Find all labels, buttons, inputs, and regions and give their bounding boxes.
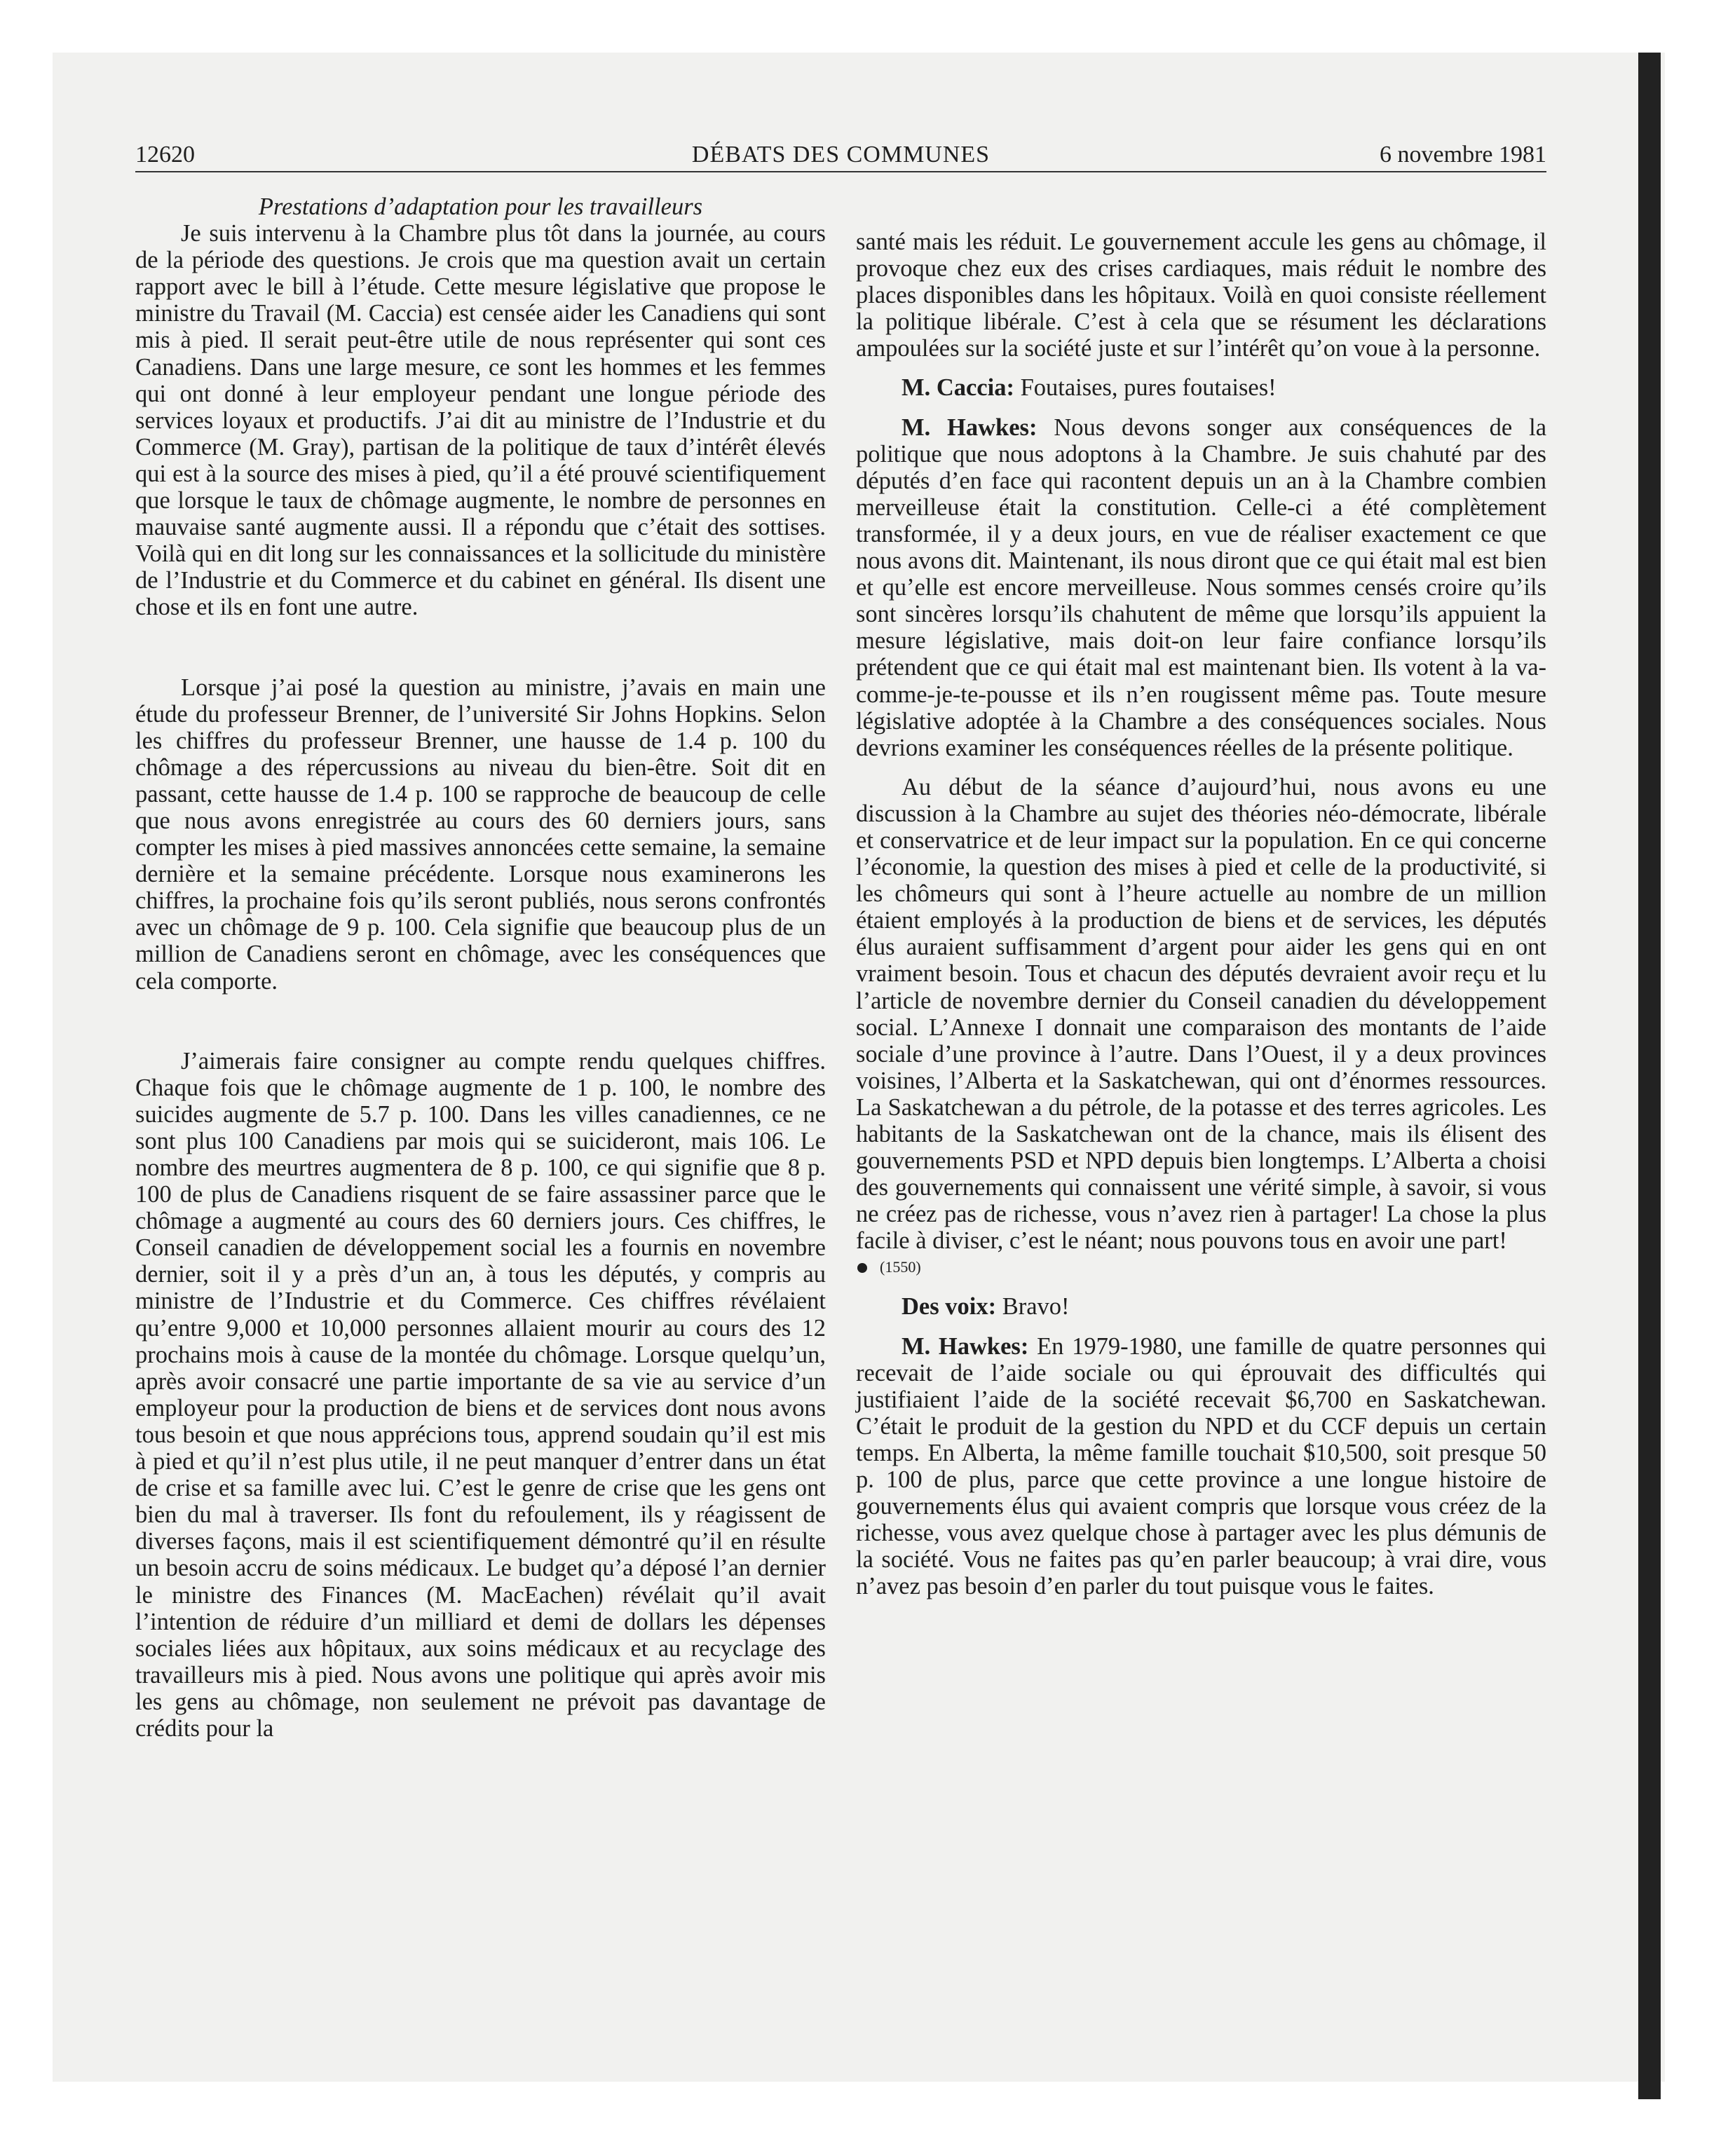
page-date: 6 novembre 1981 <box>1380 142 1546 168</box>
section-title: Prestations d’adaptation pour les travailleurs <box>258 193 703 220</box>
speech-caccia <box>856 374 1546 401</box>
paragraph: J’aimerais faire consigner au compte rendu quelques chiffres. Chaque fois que le chômage augmente de 1 p. 100, le nombre des suicides augmente de 5.7 p. 100. Dans les villes canadiennes, ce ne sont plus 100 Canadiens par mois qui se suicideront, mais 106. Le nombre des meurtres augmentera de 8 p. 100, ce qui signifie que 8 p. 100 de plus de Canadiens risquent de se faire assassiner parce que le chômage a augmenté au cours des 60 derniers jours. Ces chiffres, le Conseil canadien de développement social les a fournis en novembre dernier, soit il y a près d’un an, à tous les députés, y compris au ministre de l’Industrie et du Commerce. Ces chiffres révélaient qu’entre 9,000 et 10,000 personnes allaient mourir au cours des 12 prochains mois à cause de la montée du chômage. Lorsque quelqu’un, après avoir consacré une partie importante de sa vie au service d’un employeur pour la production de biens et de services dont nous avons tous besoin et que nous apprécions tous, apprend soudain qu’il est mis à pied et qu’il n’est plus utile, il ne peut manquer d’entrer dans un état de crise et sa famille avec lui. C’est le genre de crise que les gens ont bien du mal à traverser. Ils font du refoulement, ils y réagissent de diverses façons, mais il est scientifiquement démontré qu’il en résulte un besoin accru de soins médicaux. Le budget qu’a déposé l’an dernier le ministre des Finances (M. MacEachen) révélait qu’il avait l’intention de réduire d’un milliard et demi de dollars les dépenses sociales liées aux hôpitaux, aux soins médicaux et au recyclage des travailleurs mis à pied. Nous avons une politique qui après avoir mis les gens au chômage, non seulement ne prévoit pas davantage de crédits pour la <box>135 1047 826 1742</box>
right-column <box>856 228 1546 1600</box>
paragraph: Au début de la séance d’aujourd’hui, nous avons eu une discussion à la Chambre au sujet des théories néo-démocrate, libérale et conservatrice et de leur impact sur la population. En ce qui concerne l’économie, la question des mises à pied et celle de la productivité, si les chômeurs qui sont à l’heure actuelle au nombre de un million étaient employés à la production de biens et de services, les députés élus auraient suffisamment d’argent pour aider les gens qui en ont vraiment besoin. Tous et chacun des députés devraient avoir reçu et lu l’article de novembre dernier du Conseil canadien du développement social. L’Annexe I donnait une comparaison des montants de l’aide sociale d’une province à l’autre. Dans l’Ouest, il y a deux provinces voisines, l’Alberta et la Saskatchewan, qui ont d’énormes ressources. La Saskatchewan a du pétrole, de la potasse et des terres agricoles. Les habitants de la Saskatchewan ont de la chance, mais ils élisent des gouvernements PSD et NPD depuis bien longtemps. L’Alberta a choisi des gouvernements qui connaissent une vérité simple, à savoir, si vous ne créez pas de richesse, vous n’avez rien à partager! La chose la plus facile à diviser, c’est le néant; nous pouvons tous en avoir une part! <box>856 773 1546 1255</box>
speech-text: Bravo! <box>1002 1293 1070 1321</box>
paragraph: Lorsque j’ai posé la question au ministre, j’avais en main une étude du professeur Brenner, de l’université Sir Johns Hopkins. Selon les chiffres du professeur Brenner, une hausse de 1.4 p. 100 du chômage a des répercussions au niveau du bien-être. Soit dit en passant, cette hausse de 1.4 p. 100 se rapproche de beaucoup de celle que nous avons enregistrée au cours des 60 derniers jours, sans compter les mises à pied massives annoncées cette semaine, la semaine dernière et la semaine précédente. Lorsque nous examinerons les chiffres, la prochaine fois qu’ils seront publiés, nous serons confrontés avec un chômage de 9 p. 100. Cela signifie que beaucoup plus de un million de Canadiens seront en chômage, avec les conséquences que cela comporte. <box>135 674 826 995</box>
left-column <box>135 193 826 1742</box>
page-number: 12620 <box>135 142 195 168</box>
page-edge-shadow <box>1638 53 1661 2099</box>
speaker-name: M. Hawkes: <box>901 414 1037 441</box>
publication-title: DÉBATS DES COMMUNES <box>691 142 991 168</box>
speech-hawkes <box>856 1333 1546 1600</box>
timestamp <box>856 1254 1546 1281</box>
page-header <box>135 137 1546 172</box>
speaker-name: M. Caccia: <box>901 374 1014 402</box>
speaker-name: Des voix: <box>901 1293 997 1321</box>
timestamp-text: (1550) <box>880 1258 921 1276</box>
speech-text: Nous devons songer aux conséquences de la politique que nous adoptons à la Chambre. Je suis chahuté par des députés d’en face qui racontent depuis un an à la Chambre combien merveilleuse était la constitution. Celle-ci a été complètement transformée, il y a deux jours, en vue de réaliser exactement ce que nous avons dit. Maintenant, ils nous diront que ce qui était mal est bien et qu’elle est encore merveilleuse. Nous sommes censés croire qu’ils sont sincères lorsqu’ils chahutent de même que lorsqu’ils appuient la mesure législative, mais doit-on leur faire confiance lorsqu’ils prétendent que ce qui était mal est maintenant bien. Ils votent à la va-comme-je-te-pousse et ils n’en rougissent même pas. Toute mesure législative adoptée à la Chambre a des conséquences sociales. Nous devrions examiner les conséquences réelles de la présente politique. <box>856 414 1547 761</box>
speech-hawkes <box>856 414 1546 761</box>
paragraph-continuation: santé mais les réduit. Le gouvernement accule les gens au chômage, il provoque chez eux des crises cardiaques, mais réduit le nombre des places disponibles dans les hôpitaux. Voilà en quoi consiste réellement la politique libérale. C’est à cela que se résument les déclarations ampoulées sur la société juste et sur l’intérêt qu’on voue à la personne. <box>856 228 1546 362</box>
paragraph: Je suis intervenu à la Chambre plus tôt dans la journée, au cours de la période des questions. Je crois que ma question avait un certain rapport avec le bill à l’étude. Cette mesure législative que propose le ministre du Travail (M. Caccia) est censée aider les Canadiens qui sont mis à pied. Il serait peut-être utile de nous représenter qui sont ces Canadiens. Dans une large mesure, ce sont les hommes et les femmes qui ont donné à leur employeur pendant une longue période des services loyaux et productifs. J’ai dit au ministre de l’Industrie et du Commerce (M. Gray), partisan de la politique de taux d’intérêt élevés qui est à la source des mises à pied, qu’il a été prouvé scientifiquement que lorsque le taux de chômage augmente, le nombre de personnes en mauvaise santé augmente aussi. Il a répondu que c’était des sottises. Voilà qui en dit long sur les connaissances et la sollicitude du ministère de l’Industrie et du Commerce et du cabinet en général. Ils disent une chose et ils en font une autre. <box>135 220 826 621</box>
speech-text: Foutaises, pures foutaises! <box>1020 374 1277 402</box>
speech-text: En 1979-1980, une famille de quatre personnes qui recevait de l’aide sociale ou qui éprouvait des difficultés qui justifiaient l’aide de la société recevait $6,700 en Saskatchewan. C’était le produit de la gestion du NPD et du CCF depuis un certain temps. En Alberta, la même famille touchait $10,500, soit presque 50 p. 100 de plus, parce que cette province a une longue histoire de gouvernements élus qui avaient compris que lorsque vous créez de la richesse, vous avez quelque chose à partager avec les plus démunis de la société. Vous ne faites pas qu’en parler beaucoup; à vrai dire, vous n’avez pas besoin d’en parler du tout puisque vous le faites. <box>856 1332 1546 1600</box>
speaker-name: M. Hawkes: <box>901 1332 1029 1360</box>
header-rule <box>135 171 1546 172</box>
speech-voices <box>856 1293 1546 1320</box>
bullet-icon <box>857 1263 867 1273</box>
